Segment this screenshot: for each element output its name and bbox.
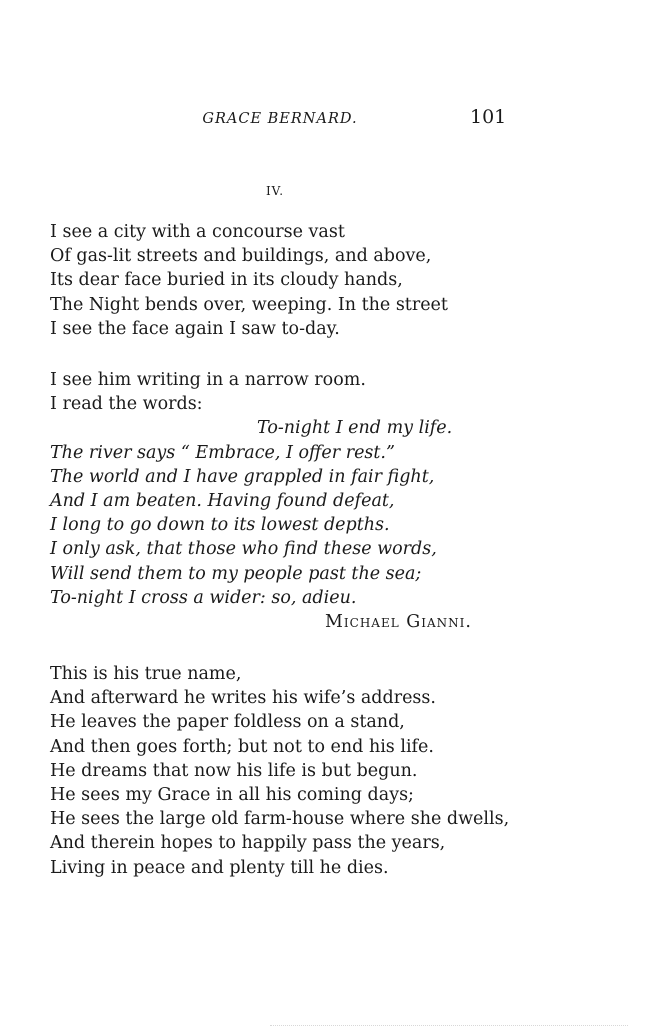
letter-line: To-night I end my life.: [257, 418, 453, 439]
letter-signature: Michael Gianni.: [325, 611, 472, 632]
running-header-title: GRACE BERNARD.: [202, 111, 358, 127]
poem-line: Its dear face buried in its cloudy hands,: [50, 270, 403, 291]
letter-line: To-night I cross a wider: so, adieu.: [50, 587, 357, 608]
poem-line: I see the face again I saw to-day.: [50, 318, 340, 339]
scan-artifact-dots: [270, 1024, 628, 1026]
poem-line: And therein hopes to happily pass the years,: [50, 833, 446, 854]
letter-line: I only ask, that those who find these words,: [50, 539, 437, 560]
stanza-2: [50, 368, 520, 634]
poem-line: And then goes forth; but not to end his life.: [50, 736, 434, 757]
stanza-3: [50, 662, 520, 880]
poem-line: He sees my Grace in all his coming days;: [50, 784, 414, 805]
poem-line: The Night bends over, weeping. In the street: [50, 294, 448, 315]
letter-line: Will send them to my people past the sea;: [50, 563, 422, 584]
stanza-1: [50, 220, 520, 341]
letter-line: The river says “ Embrace, I offer rest.”: [50, 442, 395, 463]
letter-line: I long to go down to its lowest depths.: [50, 515, 390, 536]
poem-line: And afterward he writes his wife’s address.: [50, 688, 436, 709]
poem-line: I see him writing in a narrow room.: [50, 370, 366, 390]
poem-line: This is his true name,: [50, 664, 242, 684]
poem-line: He sees the large old farm-house where she dwells,: [50, 809, 510, 830]
poem-line: He leaves the paper foldless on a stand,: [50, 712, 405, 733]
letter-line: And I am beaten. Having found defeat,: [50, 490, 395, 511]
letter-line: The world and I have grappled in fair fight,: [50, 466, 435, 487]
page-number: 101: [470, 106, 507, 128]
poem-line: Of gas-lit streets and buildings, and above,: [50, 246, 432, 267]
poem-line: He dreams that now his life is but begun.: [50, 760, 418, 781]
poem-line: Living in peace and plenty till he dies.: [50, 857, 389, 878]
section-number: IV.: [265, 184, 285, 198]
poem-line: I read the words:: [50, 394, 203, 415]
poem-line: I see a city with a concourse vast: [50, 222, 345, 242]
